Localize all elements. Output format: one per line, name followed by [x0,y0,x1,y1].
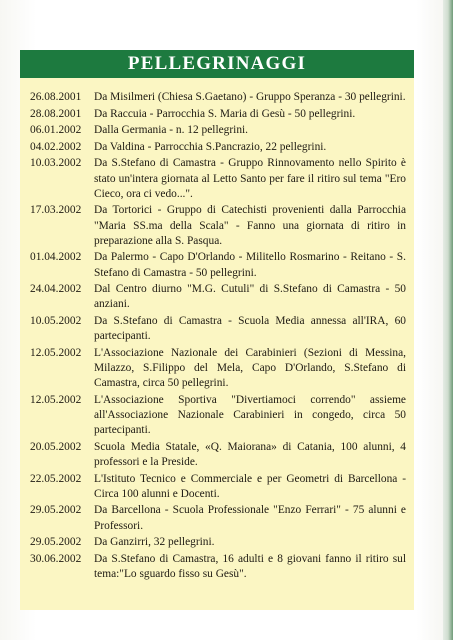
entry-date: 29.05.2002 [30,536,82,549]
entry-text: L'Associazione Sportiva "Divertiamoci correndo" assieme all'Associazione Nazionale Carabinieri in congedo, circa 50 partecipanti. [94,393,406,437]
entry-text: Da Barcellona - Scuola Professionale "Enzo Ferrari" - 75 alunni e Professori. [94,504,406,532]
entry-text: Da Tortorici - Gruppo di Catechisti provenienti dalla Parrocchia "Maria SS.ma della Scala" - Fanno una giornata di ritiro in preparazione alla S. Pasqua. [94,204,406,247]
list-item [30,156,406,202]
entry-text: Scuola Media Statale, «Q. Maiorana» di Catania, 100 alunni, 4 professori e la Preside. [94,440,406,468]
entry-date: 01.04.2002 [30,251,82,264]
entry-date: 22.05.2002 [30,472,82,485]
entry-date: 17.03.2002 [30,204,82,217]
list-item [30,282,406,312]
entry-date: 26.08.2001 [30,91,82,103]
entry-date: 06.01.2002 [30,124,82,137]
entry-date: 28.08.2001 [30,107,82,120]
list-item [30,123,406,138]
list-item [30,440,406,470]
entry-text: L'Istituto Tecnico e Commerciale e per Geometri di Barcellona - Circa 100 alunni e Docenti. [94,472,406,500]
entry-text: Da Valdina - Parrocchia S.Pancrazio, 22 pellegrini. [94,140,327,153]
page-spine-edge [443,0,453,640]
entry-date: 29.05.2002 [30,504,82,517]
list-item [30,203,406,249]
entry-text: Da S.Stefano di Camastra - Gruppo Rinnovamento nello Spirito è stato un'intera giornata al Letto Santo per fare il ritiro sul tema "Ero Cieco, ora ci vedo...". [94,157,406,200]
entry-text: Da Ganzirri, 32 pellegrini. [94,536,215,549]
list-item [30,107,406,122]
entry-date: 24.04.2002 [30,283,82,296]
entry-text: Da S.Stefano di Camastra, 16 adulti e 8 giovani fanno il ritiro sul tema:"Lo sguardo fisso su Gesù". [94,552,406,580]
section-header [20,50,414,78]
entry-date: 20.05.2002 [30,440,82,453]
entry-text: L'Associazione Nazionale dei Carabinieri (Sezioni di Messina, Milazzo, S.Filippo del Mela, Capo D'Orlando, S.Stefano di Camastra, circa 50 pellegrini. [94,346,406,390]
list-item [30,393,406,439]
entry-date: 12.05.2002 [30,346,82,359]
list-item [30,472,406,502]
list-item [30,552,406,582]
entry-date: 30.06.2002 [30,552,82,565]
list-item [30,535,406,550]
entry-text: Da Palermo - Capo D'Orlando - Militello Rosmarino - Reitano - S. Stefano di Camastra - 50 pellegrini. [94,251,406,279]
entry-text: Da Misilmeri (Chiesa S.Gaetano) - Gruppo Speranza - 30 pellegrini. [94,91,406,103]
list-item [30,90,406,105]
list-item [30,140,406,155]
entry-date: 10.05.2002 [30,314,82,327]
list-item [30,250,406,280]
entry-text: Dal Centro diurno "M.G. Cutuli" di S.Stefano di Camastra - 50 anziani. [94,283,406,311]
list-item [30,346,406,392]
entry-date: 10.03.2002 [30,157,82,170]
entry-date: 04.02.2002 [30,140,82,153]
list-item [30,314,406,344]
page-title: PELLEGRINAGGI [127,53,307,74]
pilgrimage-list [20,78,414,610]
entry-text: Da S.Stefano di Camastra - Scuola Media annessa all'IRA, 60 partecipanti. [94,314,406,343]
list-item [30,503,406,533]
entry-text: Dalla Germania - n. 12 pellegrini. [94,124,249,137]
entry-date: 12.05.2002 [30,393,82,406]
entry-text: Da Raccuia - Parrocchia S. Maria di Gesù - 50 pellegrini. [94,107,356,120]
